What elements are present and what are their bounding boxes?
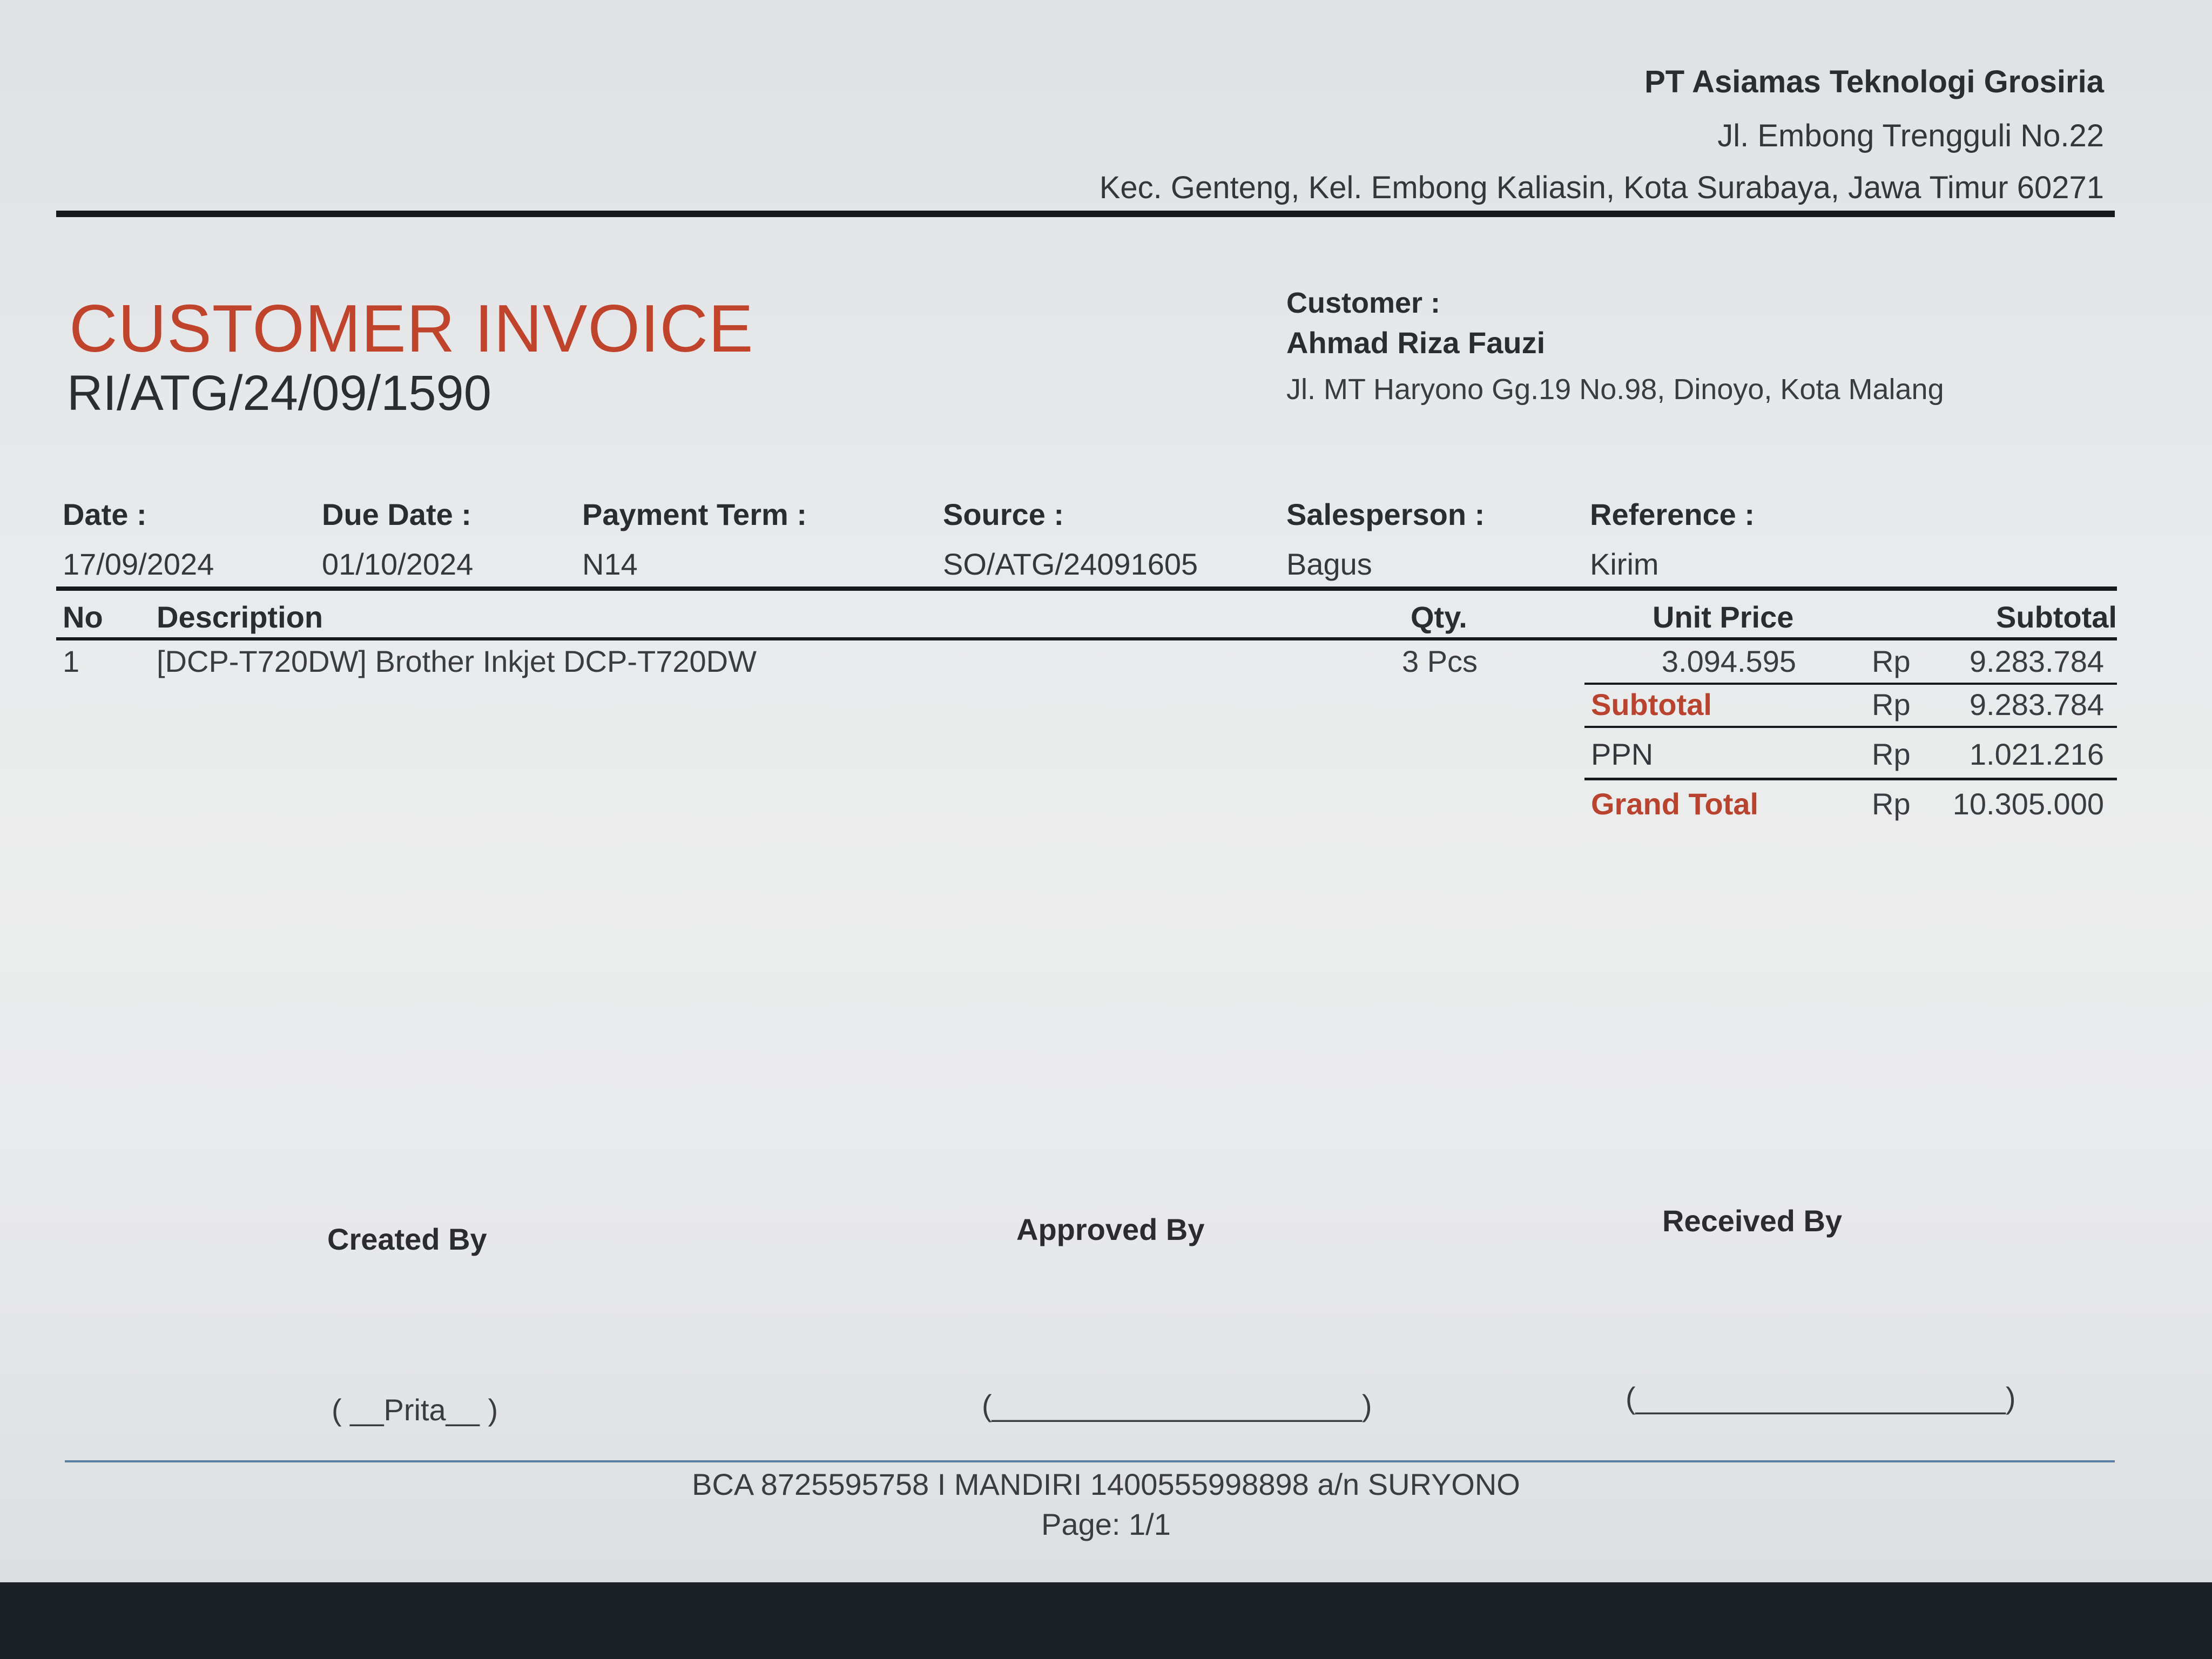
row-description: [DCP-T720DW] Brother Inkjet DCP-T720DW [157, 644, 757, 678]
invoice-title: CUSTOMER INVOICE [69, 292, 754, 366]
customer-name: Ahmad Riza Fauzi [1286, 326, 1546, 360]
company-address-line2: Kec. Genteng, Kel. Embong Kaliasin, Kota Surabaya, Jawa Timur 60271 [1099, 170, 2104, 205]
salesperson-label: Salesperson : [1286, 497, 1485, 531]
column-header-description: Description [157, 600, 323, 634]
page-number: Page: 1/1 [1041, 1507, 1171, 1541]
summary-divider-2 [1584, 778, 2117, 780]
row-qty: 3 Pcs [1402, 644, 1478, 678]
summary-grand-total-value: 10.305.000 [1952, 787, 2104, 821]
row-divider [1584, 683, 2117, 685]
summary-subtotal-currency: Rp [1872, 687, 1911, 721]
payment-term-label: Payment Term : [582, 497, 807, 531]
row-no: 1 [63, 644, 80, 678]
date-label: Date : [63, 497, 147, 531]
row-subtotal: 9.283.784 [1969, 644, 2104, 678]
table-top-rule [56, 586, 2117, 591]
column-header-qty: Qty. [1411, 600, 1467, 634]
approved-by-signature: (______________________) [982, 1388, 1372, 1422]
date-value: 17/09/2024 [63, 547, 214, 581]
received-by-signature: (______________________) [1626, 1381, 2016, 1415]
bank-info: BCA 8725595758 I MANDIRI 1400555998898 a/n SURYONO [692, 1467, 1520, 1501]
screen-bezel [0, 1582, 2212, 1659]
invoice-number: RI/ATG/24/09/1590 [67, 366, 491, 421]
payment-term-value: N14 [582, 547, 638, 581]
row-unit-price: 3.094.595 [1661, 644, 1796, 678]
approved-by-label: Approved By [1016, 1212, 1205, 1246]
created-by-label: Created By [327, 1222, 487, 1256]
reference-label: Reference : [1590, 497, 1755, 531]
due-date-label: Due Date : [322, 497, 471, 531]
column-header-unit-price: Unit Price [1653, 600, 1794, 634]
summary-divider-1 [1584, 726, 2117, 728]
company-address-line1: Jl. Embong Trengguli No.22 [1717, 118, 2104, 153]
customer-address: Jl. MT Haryono Gg.19 No.98, Dinoyo, Kota Malang [1286, 373, 1944, 406]
summary-ppn-value: 1.021.216 [1969, 737, 2104, 771]
column-header-no: No [63, 600, 103, 634]
column-header-subtotal: Subtotal [1996, 600, 2117, 634]
salesperson-value: Bagus [1286, 547, 1372, 581]
summary-subtotal-value: 9.283.784 [1969, 687, 2104, 721]
summary-subtotal-label: Subtotal [1591, 687, 1712, 721]
summary-grand-total-label: Grand Total [1591, 787, 1759, 821]
company-name: PT Asiamas Teknologi Grosiria [1644, 64, 2104, 99]
reference-value: Kirim [1590, 547, 1659, 581]
received-by-label: Received By [1662, 1204, 1843, 1238]
summary-ppn-label: PPN [1591, 737, 1654, 771]
table-header-rule [56, 637, 2117, 640]
created-by-signature: ( __Prita__ ) [332, 1393, 498, 1427]
due-date-value: 01/10/2024 [322, 547, 474, 581]
source-value: SO/ATG/24091605 [943, 547, 1198, 581]
summary-grand-total-currency: Rp [1872, 787, 1911, 821]
summary-ppn-currency: Rp [1872, 737, 1911, 771]
footer-divider [65, 1460, 2115, 1462]
row-currency: Rp [1872, 644, 1911, 678]
customer-label: Customer : [1286, 287, 1441, 319]
source-label: Source : [943, 497, 1064, 531]
header-divider [56, 211, 2115, 217]
